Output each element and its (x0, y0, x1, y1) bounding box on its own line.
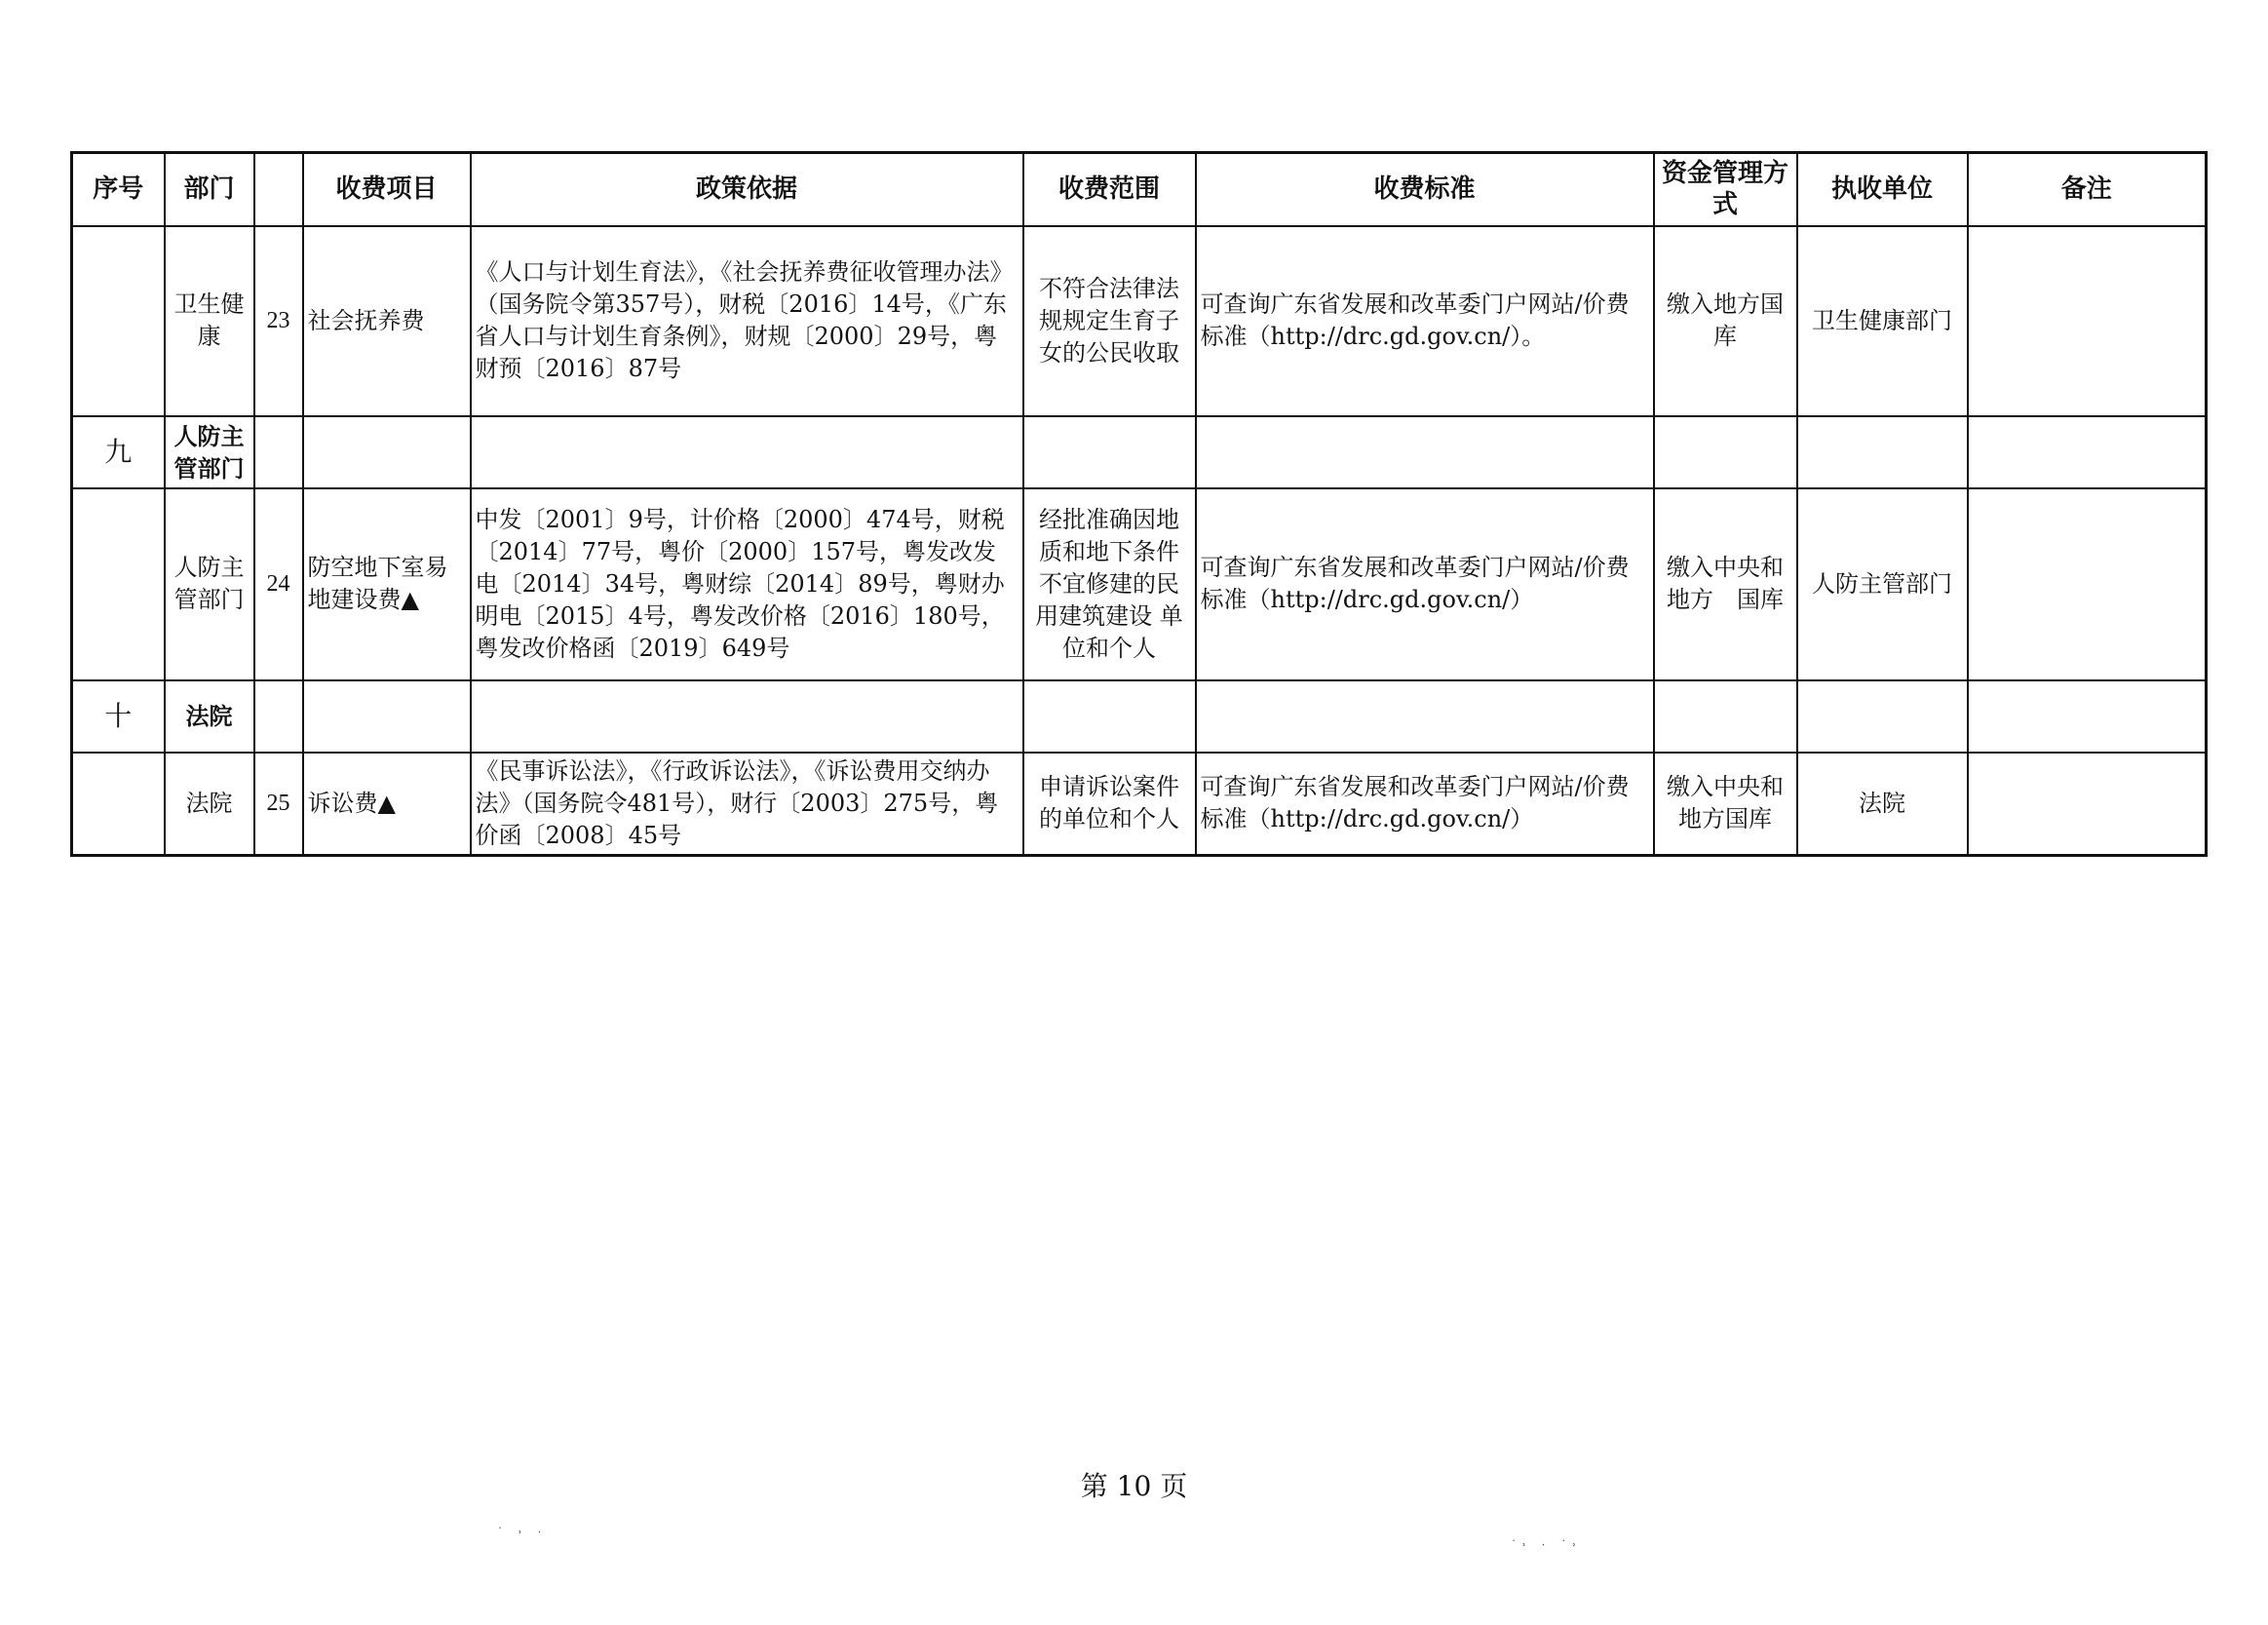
cell-seq (72, 488, 165, 680)
empty-cell (1797, 416, 1968, 488)
header-fund: 资金管理方式 (1654, 153, 1797, 226)
header-note: 备注 (1968, 153, 2207, 226)
cell-scope: 不符合法律法规规定生育子女的公民收取 (1023, 226, 1196, 416)
cell-basis: 中发〔2001〕9号，计价格〔2000〕474号，财税〔2014〕77号，粤价〔2000〕157号，粤发改发电〔2014〕34号，粤财综〔2014〕89号，粤财办明电〔2015〕4号，粤发改价格〔2016〕180号，粤发改价格函〔2019〕649号 (471, 488, 1023, 680)
cell-seq (72, 226, 165, 416)
cell-unit: 法院 (1797, 753, 1968, 856)
cell-item: 防空地下室易地建设费▲ (303, 488, 471, 680)
fee-table (70, 151, 2208, 857)
header-seq: 序号 (72, 153, 165, 226)
cell-no: 24 (254, 488, 303, 680)
table-row (72, 226, 2207, 416)
empty-cell (471, 416, 1023, 488)
cell-note (1968, 488, 2207, 680)
empty-cell (1968, 680, 2207, 753)
empty-cell (303, 416, 471, 488)
cell-item: 诉讼费▲ (303, 753, 471, 856)
group-seq: 九 (72, 416, 165, 488)
cell-seq (72, 753, 165, 856)
header-dept: 部门 (165, 153, 254, 226)
cell-dept: 卫生健康 (165, 226, 254, 416)
header-item: 收费项目 (303, 153, 471, 226)
cell-basis: 《人口与计划生育法》，《社会抚养费征收管理办法》（国务院令第357号），财税〔2016〕14号，《广东省人口与计划生育条例》，财规〔2000〕29号，粤财预〔2016〕87号 (471, 226, 1023, 416)
group-seq: 十 (72, 680, 165, 753)
page-number: 第 10 页 (1080, 1470, 1188, 1502)
empty-cell (1654, 416, 1797, 488)
cell-fund: 缴入中央和地方 国库 (1654, 488, 1797, 680)
empty-cell (1196, 680, 1654, 753)
empty-cell (1023, 680, 1196, 753)
scan-speck: ˙˒ ˑ ˙˒ (1511, 1538, 1583, 1552)
header-basis: 政策依据 (471, 153, 1023, 226)
cell-fund: 缴入中央和地方国库 (1654, 753, 1797, 856)
cell-note (1968, 226, 2207, 416)
header-standard: 收费标准 (1196, 153, 1654, 226)
cell-unit: 人防主管部门 (1797, 488, 1968, 680)
group-dept: 人防主管部门 (165, 416, 254, 488)
cell-dept: 人防主管部门 (165, 488, 254, 680)
cell-no: 25 (254, 753, 303, 856)
cell-scope: 申请诉讼案件的单位和个人 (1023, 753, 1196, 856)
cell-scope: 经批准确因地质和地下条件不宜修建的民用建筑建设 单位和个人 (1023, 488, 1196, 680)
group-dept: 法院 (165, 680, 254, 753)
cell-fund: 缴入地方国库 (1654, 226, 1797, 416)
empty-cell (1968, 416, 2207, 488)
empty-cell (303, 680, 471, 753)
empty-cell (1023, 416, 1196, 488)
table-header-row (72, 153, 2207, 226)
cell-standard: 可查询广东省发展和改革委门户网站/价费标准（http://drc.gd.gov.cn/） (1196, 488, 1654, 680)
cell-note (1968, 753, 2207, 856)
empty-cell (1196, 416, 1654, 488)
empty-cell (471, 680, 1023, 753)
empty-cell (1654, 680, 1797, 753)
cell-no: 23 (254, 226, 303, 416)
table-group-row (72, 680, 2207, 753)
cell-unit: 卫生健康部门 (1797, 226, 1968, 416)
header-no (254, 153, 303, 226)
empty-cell (1797, 680, 1968, 753)
cell-basis: 《民事诉讼法》，《行政诉讼法》，《诉讼费用交纳办法》（国务院令481号），财行〔2003〕275号，粤价函〔2008〕45号 (471, 753, 1023, 856)
table-row (72, 753, 2207, 856)
table-row (72, 488, 2207, 680)
cell-dept: 法院 (165, 753, 254, 856)
header-unit: 执收单位 (1797, 153, 1968, 226)
table-group-row (72, 416, 2207, 488)
cell-standard: 可查询广东省发展和改革委门户网站/价费标准（http://drc.gd.gov.cn/）。 (1196, 226, 1654, 416)
empty-cell (254, 416, 303, 488)
cell-item: 社会抚养费 (303, 226, 471, 416)
empty-cell (254, 680, 303, 753)
scan-speck: ˙ ˒ ˑ (497, 1526, 548, 1539)
cell-standard: 可查询广东省发展和改革委门户网站/价费标准（http://drc.gd.gov.cn/） (1196, 753, 1654, 856)
header-scope: 收费范围 (1023, 153, 1196, 226)
